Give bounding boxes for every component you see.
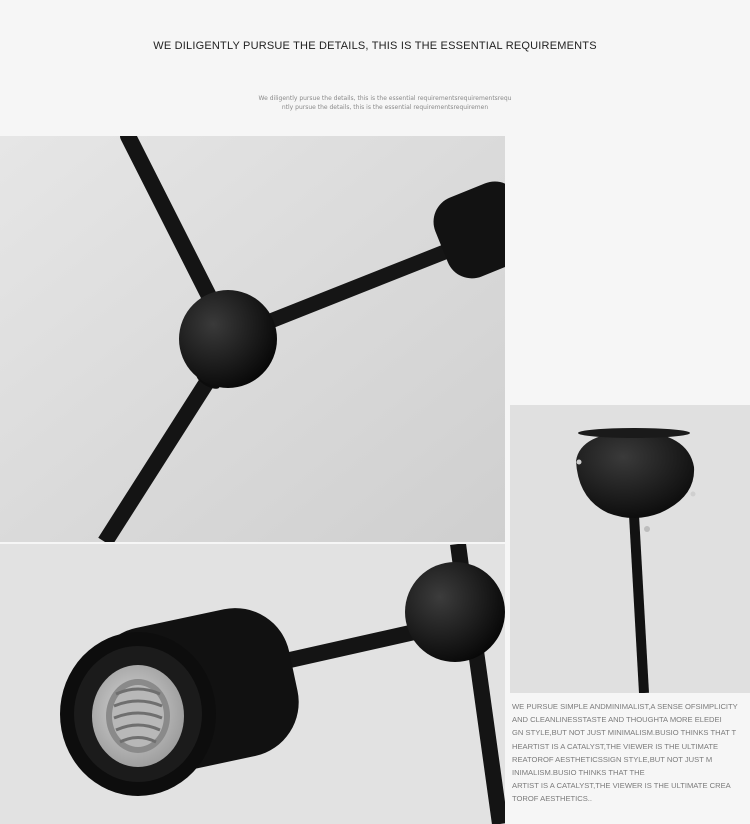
lamp-socket-image bbox=[0, 544, 505, 824]
page-title: WE DILIGENTLY PURSUE THE DETAILS, THIS IS THE ESSENTIAL REQUIREMENTS bbox=[153, 40, 597, 52]
page-subtitle: We diligently pursue the details, this is the essential requirementsrequirementsrequ ntly pursue the details, this is the essential requirementsrequiremen bbox=[258, 95, 512, 111]
ceiling-canopy-image bbox=[510, 405, 750, 693]
product-description: WE PURSUE SIMPLE ANDMINIMALIST,A SENSE OFSIMPLICITY AND CLEANLINESSTASTE AND THOUGHTA MORE ELEDEI GN STYLE,BUT NOT JUST MINIMALISM.BUSIO THINKS THAT T HEARTIST IS A CATALYST,THE VIEWER IS THE ULTIMATE REATOROF AESTHETICSSIGN STYLE,BUT NOT JUST M INIMALISM.BUSIO THINKS THAT THE ARTIST IS A CATALYST,THE VIEWER IS THE ULTIMATE CREA TOROF AESTHETICS.. bbox=[512, 702, 738, 804]
lamp-joint-image bbox=[0, 136, 505, 542]
